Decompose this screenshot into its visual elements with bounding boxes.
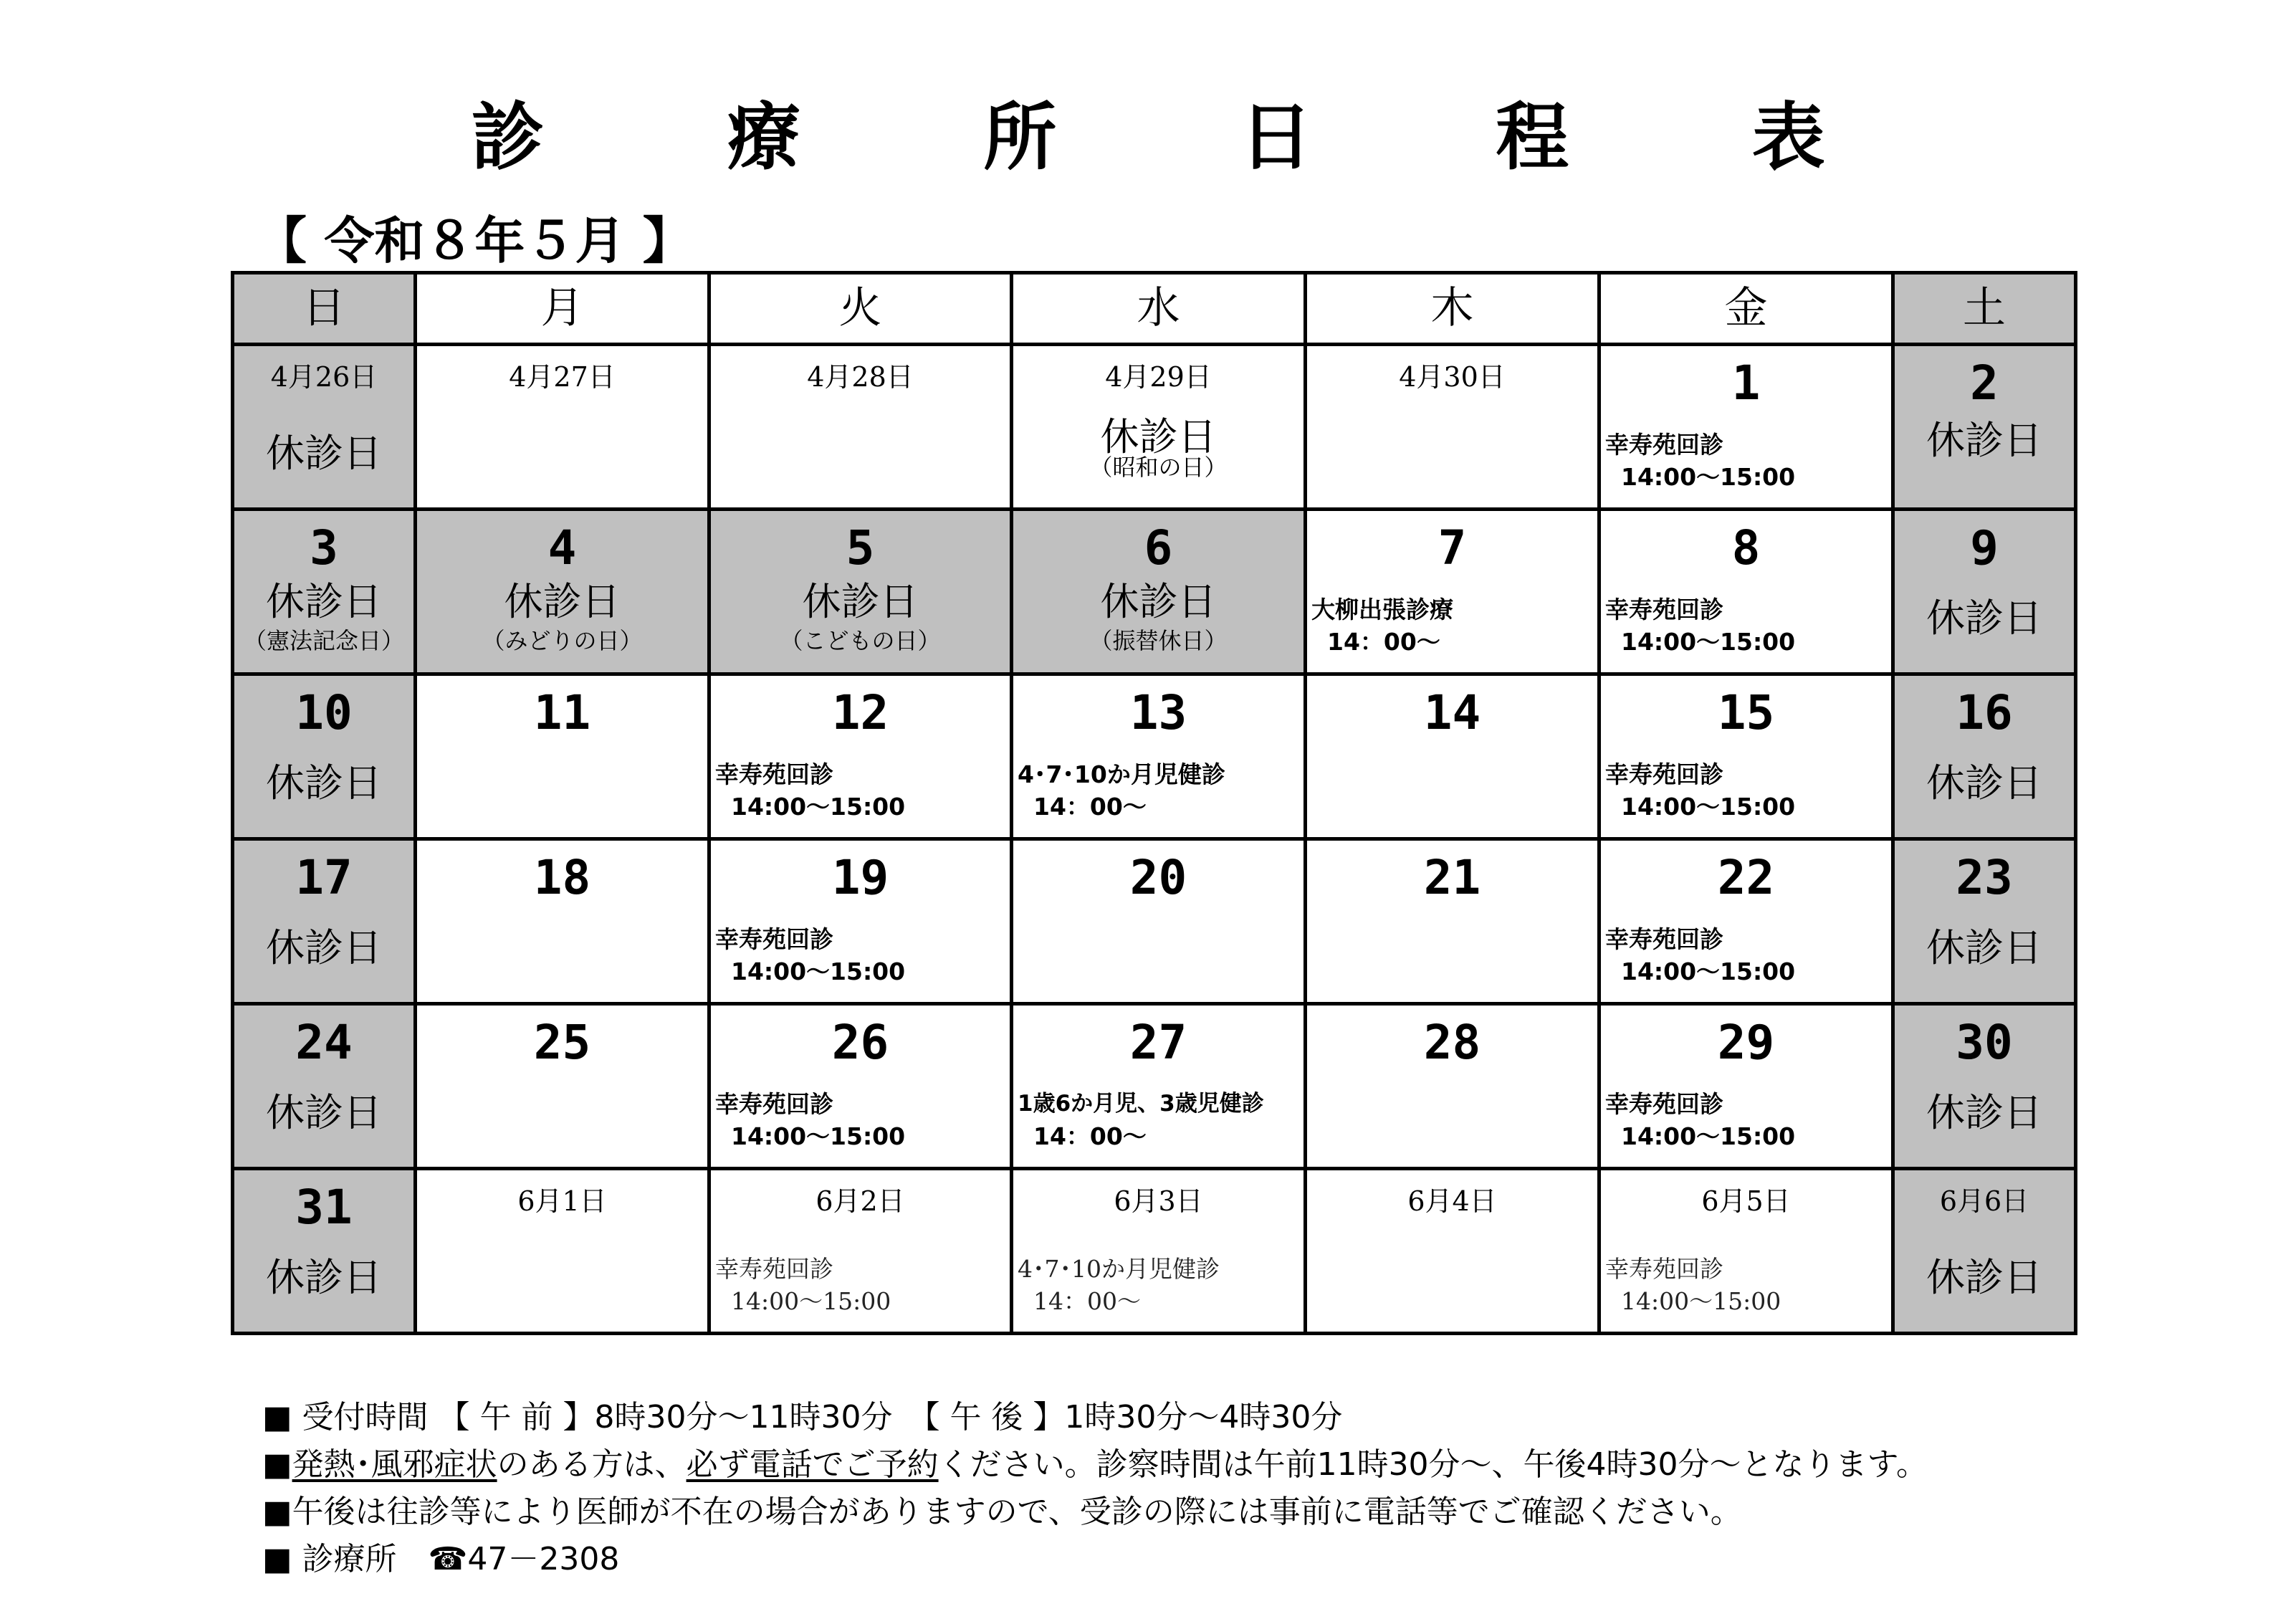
event-time: 14:00～15:00 bbox=[731, 1287, 891, 1315]
day-cell bbox=[416, 345, 709, 510]
day-date: 7 bbox=[1438, 520, 1467, 575]
closed-label: 休診日 bbox=[266, 579, 382, 624]
day-cell bbox=[1012, 839, 1306, 1004]
event-time: 14：00～ bbox=[1327, 628, 1440, 656]
event-name: 幸寿苑回診 bbox=[1605, 1255, 1723, 1283]
event-time: 14:00～15:00 bbox=[1621, 793, 1796, 821]
day-event bbox=[715, 923, 1007, 988]
day-event bbox=[1605, 593, 1888, 658]
fever-symptoms-text: 発熱･風邪症状 bbox=[292, 1446, 497, 1483]
day-event bbox=[1018, 1088, 1301, 1152]
day-cell bbox=[233, 839, 416, 1004]
day-cell bbox=[233, 674, 416, 839]
day-cell bbox=[709, 1169, 1012, 1334]
day-cell bbox=[1893, 839, 2076, 1004]
day-event bbox=[715, 758, 1007, 823]
day-cell bbox=[1012, 674, 1306, 839]
day-date: 4月28日 bbox=[807, 361, 914, 393]
day-date: 19 bbox=[831, 850, 889, 905]
day-cell bbox=[709, 345, 1012, 510]
day-cell bbox=[233, 510, 416, 674]
weekday-tue: 火 bbox=[709, 273, 1012, 345]
calendar-week bbox=[233, 510, 2076, 674]
day-cell bbox=[1599, 839, 1893, 1004]
day-cell bbox=[709, 510, 1012, 674]
event-name: 4･7･10か月児健診 bbox=[1018, 1255, 1220, 1283]
event-name: 1歳6か月児、3歳児健診 bbox=[1018, 1091, 1264, 1117]
day-cell bbox=[1893, 345, 2076, 510]
event-name: 幸寿苑回診 bbox=[715, 925, 833, 953]
day-date: 4月30日 bbox=[1399, 361, 1506, 393]
closed-label: 休診日 bbox=[1926, 1255, 2042, 1300]
closed-label: 休診日 bbox=[504, 579, 621, 624]
event-time: 14:00～15:00 bbox=[1621, 957, 1796, 985]
clinic-phone: ■ 診療所 ☎47－2308 bbox=[262, 1541, 620, 1577]
day-date: 4月27日 bbox=[509, 361, 616, 393]
day-cell bbox=[1306, 839, 1599, 1004]
day-date: 11 bbox=[533, 685, 591, 740]
day-cell bbox=[416, 510, 709, 674]
closed-label: 休診日 bbox=[1926, 760, 2042, 806]
closed-label: 休診日 bbox=[266, 1255, 382, 1300]
day-date: 6月5日 bbox=[1701, 1185, 1791, 1217]
day-event bbox=[1018, 758, 1301, 823]
day-date: 12 bbox=[831, 685, 889, 740]
day-event bbox=[1605, 1088, 1888, 1152]
day-event bbox=[1605, 429, 1888, 493]
day-date: 24 bbox=[295, 1015, 353, 1070]
day-cell bbox=[709, 839, 1012, 1004]
day-event bbox=[1605, 1253, 1888, 1317]
closed-label: 休診日 bbox=[266, 760, 382, 806]
day-cell bbox=[1599, 1004, 1893, 1169]
consultation-time-text: ください。診察時間は午前11時30分～、午後4時30分～となります。 bbox=[938, 1446, 1928, 1483]
calendar-week bbox=[233, 674, 2076, 839]
day-cell bbox=[233, 345, 416, 510]
closed-label: 休診日 bbox=[1926, 1090, 2042, 1135]
calendar-week bbox=[233, 1004, 2076, 1169]
day-event bbox=[715, 1088, 1007, 1152]
day-date: 6月1日 bbox=[517, 1185, 607, 1217]
month-heading: 【 令和８年５月 】 bbox=[257, 211, 693, 270]
day-date: 16 bbox=[1956, 685, 2013, 740]
day-date: 30 bbox=[1956, 1015, 2013, 1070]
day-date: 4月29日 bbox=[1105, 361, 1212, 393]
page-title: 診 療 所 日 程 表 bbox=[471, 95, 1904, 181]
event-name: 大柳出張診療 bbox=[1311, 596, 1453, 624]
schedule-calendar bbox=[231, 271, 2077, 1335]
day-cell bbox=[1012, 1169, 1306, 1334]
day-date: 6 bbox=[1144, 520, 1173, 575]
reservation-required-text: 必ず電話でご予約 bbox=[686, 1446, 939, 1483]
day-date: 17 bbox=[295, 850, 353, 905]
day-cell bbox=[1893, 510, 2076, 674]
weekday-thu: 木 bbox=[1306, 273, 1599, 345]
day-cell bbox=[416, 674, 709, 839]
holiday-note: （こどもの日） bbox=[780, 627, 941, 654]
event-time: 14：00～ bbox=[1033, 1287, 1141, 1315]
day-date: 10 bbox=[295, 685, 353, 740]
closed-label: 休診日 bbox=[266, 1090, 382, 1135]
weekday-header-row bbox=[233, 273, 2076, 345]
day-cell bbox=[233, 1169, 416, 1334]
closed-label: 休診日 bbox=[1926, 418, 2042, 463]
day-cell bbox=[709, 1004, 1012, 1169]
event-time: 14:00～15:00 bbox=[1621, 1287, 1781, 1315]
day-cell bbox=[1306, 1169, 1599, 1334]
calendar-week bbox=[233, 345, 2076, 510]
day-cell bbox=[1893, 674, 2076, 839]
closed-label: 休診日 bbox=[1926, 596, 2042, 641]
event-time: 14:00～15:00 bbox=[1621, 628, 1796, 656]
day-date: 2 bbox=[1970, 355, 1999, 411]
closed-label: 休診日 bbox=[266, 431, 382, 476]
day-date: 8 bbox=[1731, 520, 1761, 575]
event-name: 幸寿苑回診 bbox=[1605, 431, 1723, 459]
event-name: 幸寿苑回診 bbox=[1605, 925, 1723, 953]
day-cell bbox=[1306, 345, 1599, 510]
event-time: 14:00～15:00 bbox=[731, 957, 906, 985]
holiday-note: （振替休日） bbox=[1089, 627, 1228, 654]
day-date: 6月2日 bbox=[815, 1185, 905, 1217]
day-date: 4月26日 bbox=[270, 361, 378, 393]
day-date: 13 bbox=[1129, 685, 1187, 740]
day-cell bbox=[416, 1169, 709, 1334]
holiday-note: （憲法記念日） bbox=[243, 627, 404, 654]
event-time: 14:00～15:00 bbox=[1621, 1122, 1796, 1150]
event-name: 幸寿苑回診 bbox=[715, 1090, 833, 1118]
bullet: ■ bbox=[262, 1446, 292, 1483]
day-date: 31 bbox=[295, 1180, 353, 1235]
day-date: 20 bbox=[1129, 850, 1187, 905]
day-cell bbox=[1012, 1004, 1306, 1169]
day-cell bbox=[416, 1004, 709, 1169]
day-cell bbox=[1012, 510, 1306, 674]
event-time: 14:00～15:00 bbox=[731, 793, 906, 821]
day-cell bbox=[1599, 1169, 1893, 1334]
event-time: 14：00～ bbox=[1033, 1122, 1147, 1150]
calendar-week bbox=[233, 839, 2076, 1004]
day-date: 9 bbox=[1970, 520, 1999, 575]
day-date: 14 bbox=[1423, 685, 1481, 740]
day-event bbox=[715, 1253, 1007, 1317]
day-date: 5 bbox=[846, 520, 875, 575]
day-event bbox=[1605, 758, 1888, 823]
day-date: 25 bbox=[533, 1015, 591, 1070]
day-cell bbox=[233, 1004, 416, 1169]
weekday-mon: 月 bbox=[416, 273, 709, 345]
afternoon-notice: ■午後は往診等により医師が不在の場合がありますので、受診の際には事前に電話等でご確認ください。 bbox=[262, 1494, 1742, 1530]
day-event bbox=[1605, 923, 1888, 988]
day-cell bbox=[1012, 345, 1306, 510]
day-date: 6月3日 bbox=[1114, 1185, 1203, 1217]
event-name: 幸寿苑回診 bbox=[1605, 760, 1723, 788]
event-time: 14:00～15:00 bbox=[731, 1122, 906, 1150]
event-time: 14：00～ bbox=[1033, 793, 1147, 821]
day-date: 26 bbox=[831, 1015, 889, 1070]
reception-hours: ■ 受付時間 【 午 前 】8時30分～11時30分 【 午 後 】1時30分～4時30分 bbox=[262, 1399, 1343, 1436]
day-cell bbox=[1306, 674, 1599, 839]
day-cell bbox=[709, 674, 1012, 839]
day-event bbox=[1018, 1253, 1301, 1317]
day-date: 22 bbox=[1717, 850, 1775, 905]
weekday-sun: 日 bbox=[233, 273, 416, 345]
fever-notice-text: のある方は、 bbox=[497, 1446, 687, 1483]
day-date: 21 bbox=[1423, 850, 1481, 905]
event-name: 幸寿苑回診 bbox=[1605, 1090, 1723, 1118]
fever-notice bbox=[262, 1441, 1928, 1489]
day-date: 23 bbox=[1956, 850, 2013, 905]
day-date: 15 bbox=[1717, 685, 1775, 740]
day-date: 18 bbox=[533, 850, 591, 905]
day-date: 4 bbox=[547, 520, 577, 575]
closed-label: 休診日 bbox=[1926, 925, 2042, 970]
day-cell bbox=[1599, 510, 1893, 674]
day-cell bbox=[1893, 1169, 2076, 1334]
event-time: 14:00～15:00 bbox=[1621, 463, 1796, 491]
closed-label: 休診日 bbox=[802, 579, 919, 624]
day-date: 28 bbox=[1423, 1015, 1481, 1070]
day-cell bbox=[1306, 510, 1599, 674]
calendar-week bbox=[233, 1169, 2076, 1334]
holiday-note: （昭和の日） bbox=[1089, 454, 1228, 481]
day-cell bbox=[416, 839, 709, 1004]
closed-label: 休診日 bbox=[1100, 414, 1217, 459]
notice-section bbox=[262, 1394, 1928, 1583]
day-date: 1 bbox=[1731, 355, 1761, 411]
day-date: 29 bbox=[1717, 1015, 1775, 1070]
day-cell bbox=[1599, 674, 1893, 839]
weekday-fri: 金 bbox=[1599, 273, 1893, 345]
weekday-sat: 土 bbox=[1893, 273, 2076, 345]
day-event bbox=[1311, 593, 1594, 658]
day-date: 6月4日 bbox=[1407, 1185, 1497, 1217]
event-name: 4･7･10か月児健診 bbox=[1018, 760, 1225, 788]
closed-label: 休診日 bbox=[1100, 579, 1217, 624]
day-cell bbox=[1893, 1004, 2076, 1169]
closed-label: 休診日 bbox=[266, 925, 382, 970]
event-name: 幸寿苑回診 bbox=[1605, 596, 1723, 624]
day-date: 27 bbox=[1129, 1015, 1187, 1070]
day-cell bbox=[1599, 345, 1893, 510]
day-date: 3 bbox=[310, 520, 338, 575]
day-date: 6月6日 bbox=[1939, 1185, 2029, 1217]
weekday-wed: 水 bbox=[1012, 273, 1306, 345]
holiday-note: （みどりの日） bbox=[482, 627, 643, 654]
event-name: 幸寿苑回診 bbox=[715, 1255, 833, 1283]
day-cell bbox=[1306, 1004, 1599, 1169]
event-name: 幸寿苑回診 bbox=[715, 760, 833, 788]
